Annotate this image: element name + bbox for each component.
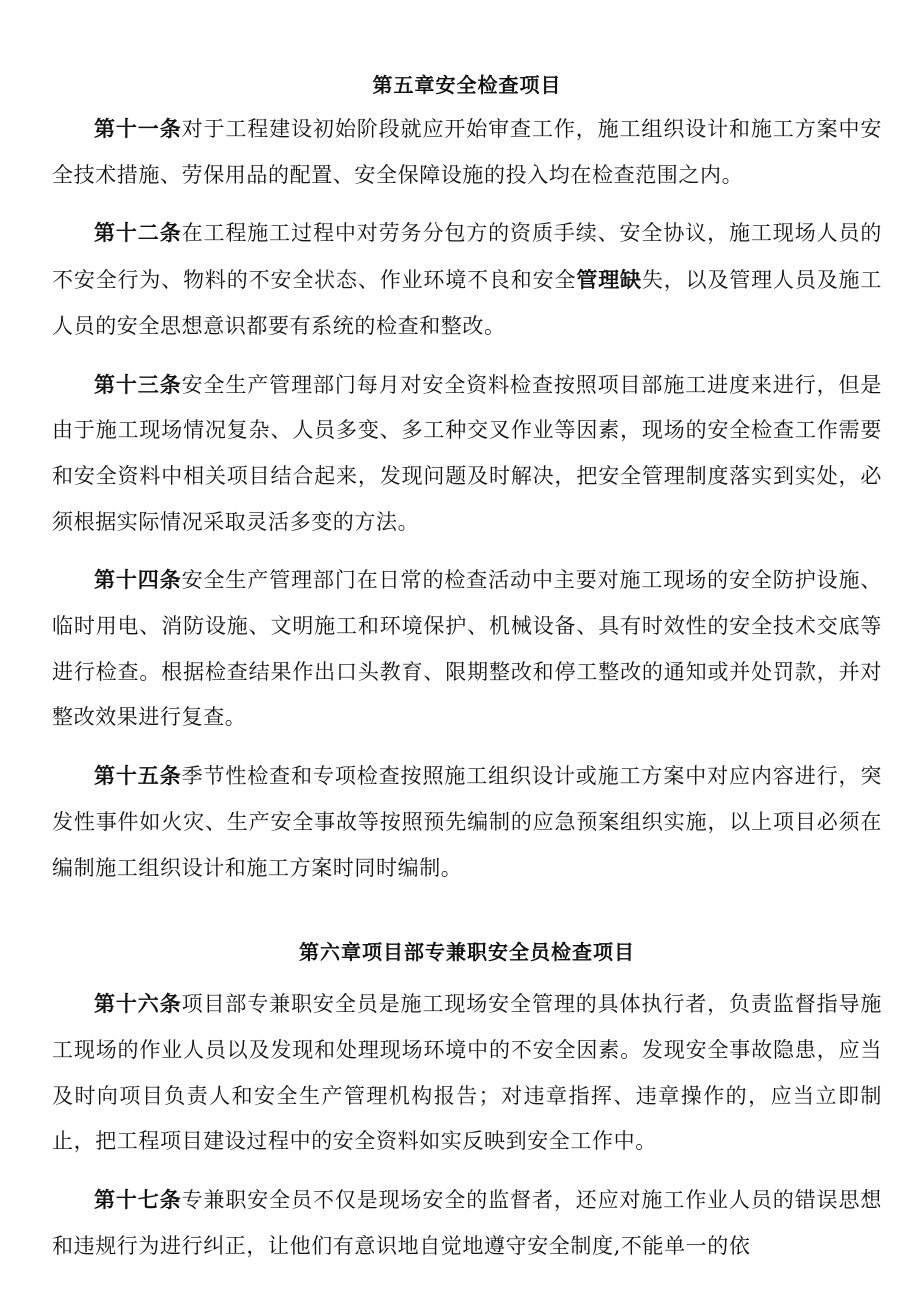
article-13 xyxy=(52,362,882,546)
article-16 xyxy=(52,981,882,1165)
article-12-number: 第十二条 xyxy=(94,220,182,246)
article-14 xyxy=(52,557,882,741)
chapter-5-title: 第五章安全检查项目 xyxy=(372,73,562,97)
article-15 xyxy=(52,753,882,891)
article-13-number: 第十三条 xyxy=(94,371,182,397)
article-17-number: 第十七条 xyxy=(94,1187,182,1213)
article-11 xyxy=(52,106,882,198)
article-12-text: 在工程施工过程中对劳务分包方的资质手续、安全协议，施工现场人员的不安全行为、物料的不安全状态、作业环境不良和安全 xyxy=(52,221,882,293)
article-15-number: 第十五条 xyxy=(94,763,182,789)
article-17 xyxy=(52,1177,882,1269)
article-11-number: 第十一条 xyxy=(94,116,182,141)
article-14-text: 安全生产管理部门在日常的检查活动中主要对施工现场的安全防护设施、临时用电、消防设施、文明施工和环境保护、机械设备、具有时效性的安全技术交底等进行检查。根据检查结果作出口头教育、限期整改和停工整改的通知或并处罚款，并对整改效果进行复查。 xyxy=(52,568,882,730)
article-12-text-after: 失，以及管理人员及施工人员的安全思想意识都要有系统的检查和整改。 xyxy=(52,268,882,338)
article-16-number: 第十六条 xyxy=(94,991,182,1017)
article-13-text: 安全生产管理部门每月对安全资料检查按照项目部施工进度来进行，但是由于施工现场情况复杂、人员多变、多工种交叉作业等因素，现场的安全检查工作需要和安全资料中相关项目结合起来，发现问题及时解决，把安全管理制度落实到实处，必须根据实际情况采取灵活多变的方法。 xyxy=(52,372,882,534)
chapter-6-title: 第六章项目部专兼职安全员检查项目 xyxy=(299,940,635,965)
article-12 xyxy=(52,210,882,349)
document-page xyxy=(52,68,882,1269)
article-12-emphasis: 管理缺 xyxy=(576,267,642,293)
article-11-text: 对于工程建设初始阶段就应开始审查工作，施工组织设计和施工方案中安全技术措施、劳保用品的配置、安全保障设施的投入均在检查范围之内。 xyxy=(52,117,882,187)
article-17-text: 专兼职安全员不仅是现场安全的监督者，还应对施工作业人员的错误思想和违规行为进行纠正，让他们有意识地自觉地遵守安全制度,不能单一的依 xyxy=(52,1188,882,1258)
article-15-text: 季节性检查和专项检查按照施工组织设计或施工方案中对应内容进行，突发性事件如火灾、生产安全事故等按照预先编制的应急预案组织实施，以上项目必须在编制施工组织设计和施工方案时同时编制。 xyxy=(52,764,882,880)
article-14-number: 第十四条 xyxy=(94,567,182,593)
article-16-text: 项目部专兼职安全员是施工现场安全管理的具体执行者，负责监督指导施工现场的作业人员以及发现和处理现场环境中的不安全因素。发现安全事故隐患，应当及时向项目负责人和安全生产管理机构报告；对违章指挥、违章操作的，应当立即制止，把工程项目建设过程中的安全资料如实反映到安全工作中。 xyxy=(52,992,882,1154)
